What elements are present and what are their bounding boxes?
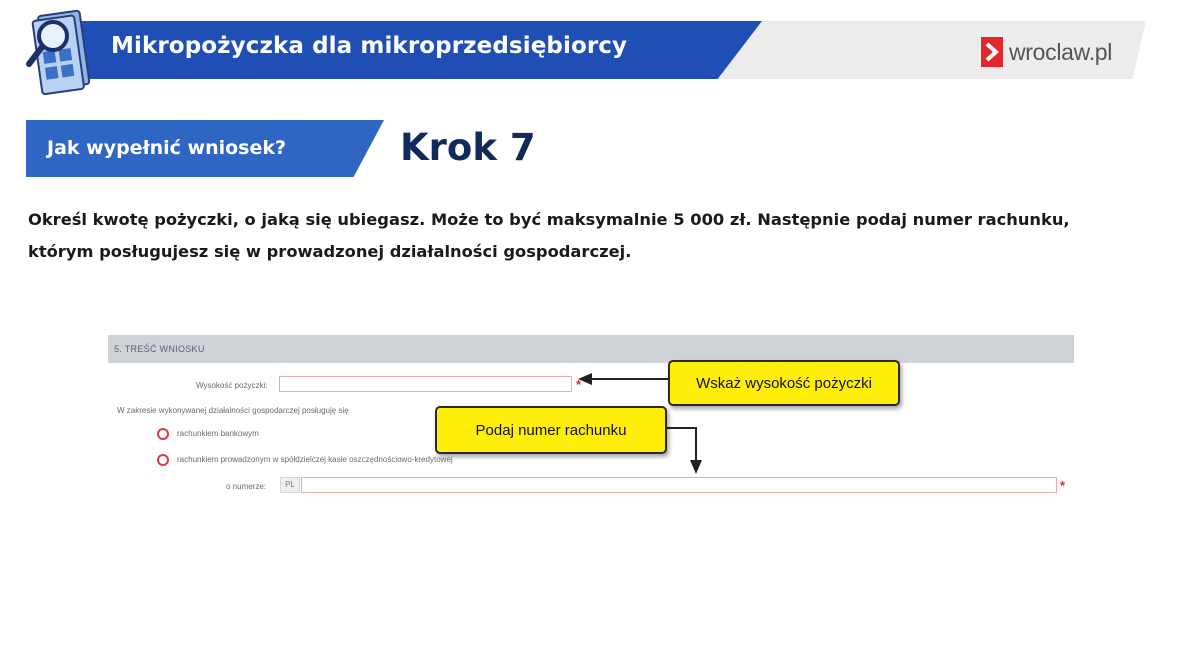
form-section-title: 5. TREŚĆ WNIOSKU bbox=[114, 344, 205, 354]
section-tag-label: Jak wypełnić wniosek? bbox=[47, 137, 287, 159]
account-callout: Podaj numer rachunku bbox=[435, 406, 667, 454]
account-prefix: PL bbox=[280, 477, 300, 493]
option-credit-union-account-label: rachunkiem prowadzonym w spółdzielczej kasie oszczędnościowo-kredytowej bbox=[177, 455, 453, 464]
amount-callout: Wskaż wysokość pożyczki bbox=[668, 360, 900, 406]
required-mark: * bbox=[1060, 478, 1066, 493]
amount-label: Wysokość pożyczki: bbox=[196, 381, 268, 390]
instructions-line-1: Określ kwotę pożyczki, o jaką się ubiegasz. Może to być maksymalnie 5 000 zł. Następnie podaj numer rachunku, bbox=[28, 210, 1070, 229]
account-number-label: o numerze: bbox=[226, 482, 267, 491]
brand-name: wroclaw.pl bbox=[1009, 38, 1113, 65]
required-mark: * bbox=[576, 377, 582, 392]
account-type-question: W zakresie wykonywanej działalności gospodarczej posługuję się bbox=[117, 406, 349, 415]
step-title: Krok 7 bbox=[400, 126, 536, 169]
instructions-line-2: którym posługujesz się w prowadzonej działalności gospodarczej. bbox=[28, 242, 632, 261]
option-bank-account-label: rachunkiem bankowym bbox=[177, 429, 259, 438]
page-title: Mikropożyczka dla mikroprzedsiębiorcy bbox=[111, 33, 628, 59]
